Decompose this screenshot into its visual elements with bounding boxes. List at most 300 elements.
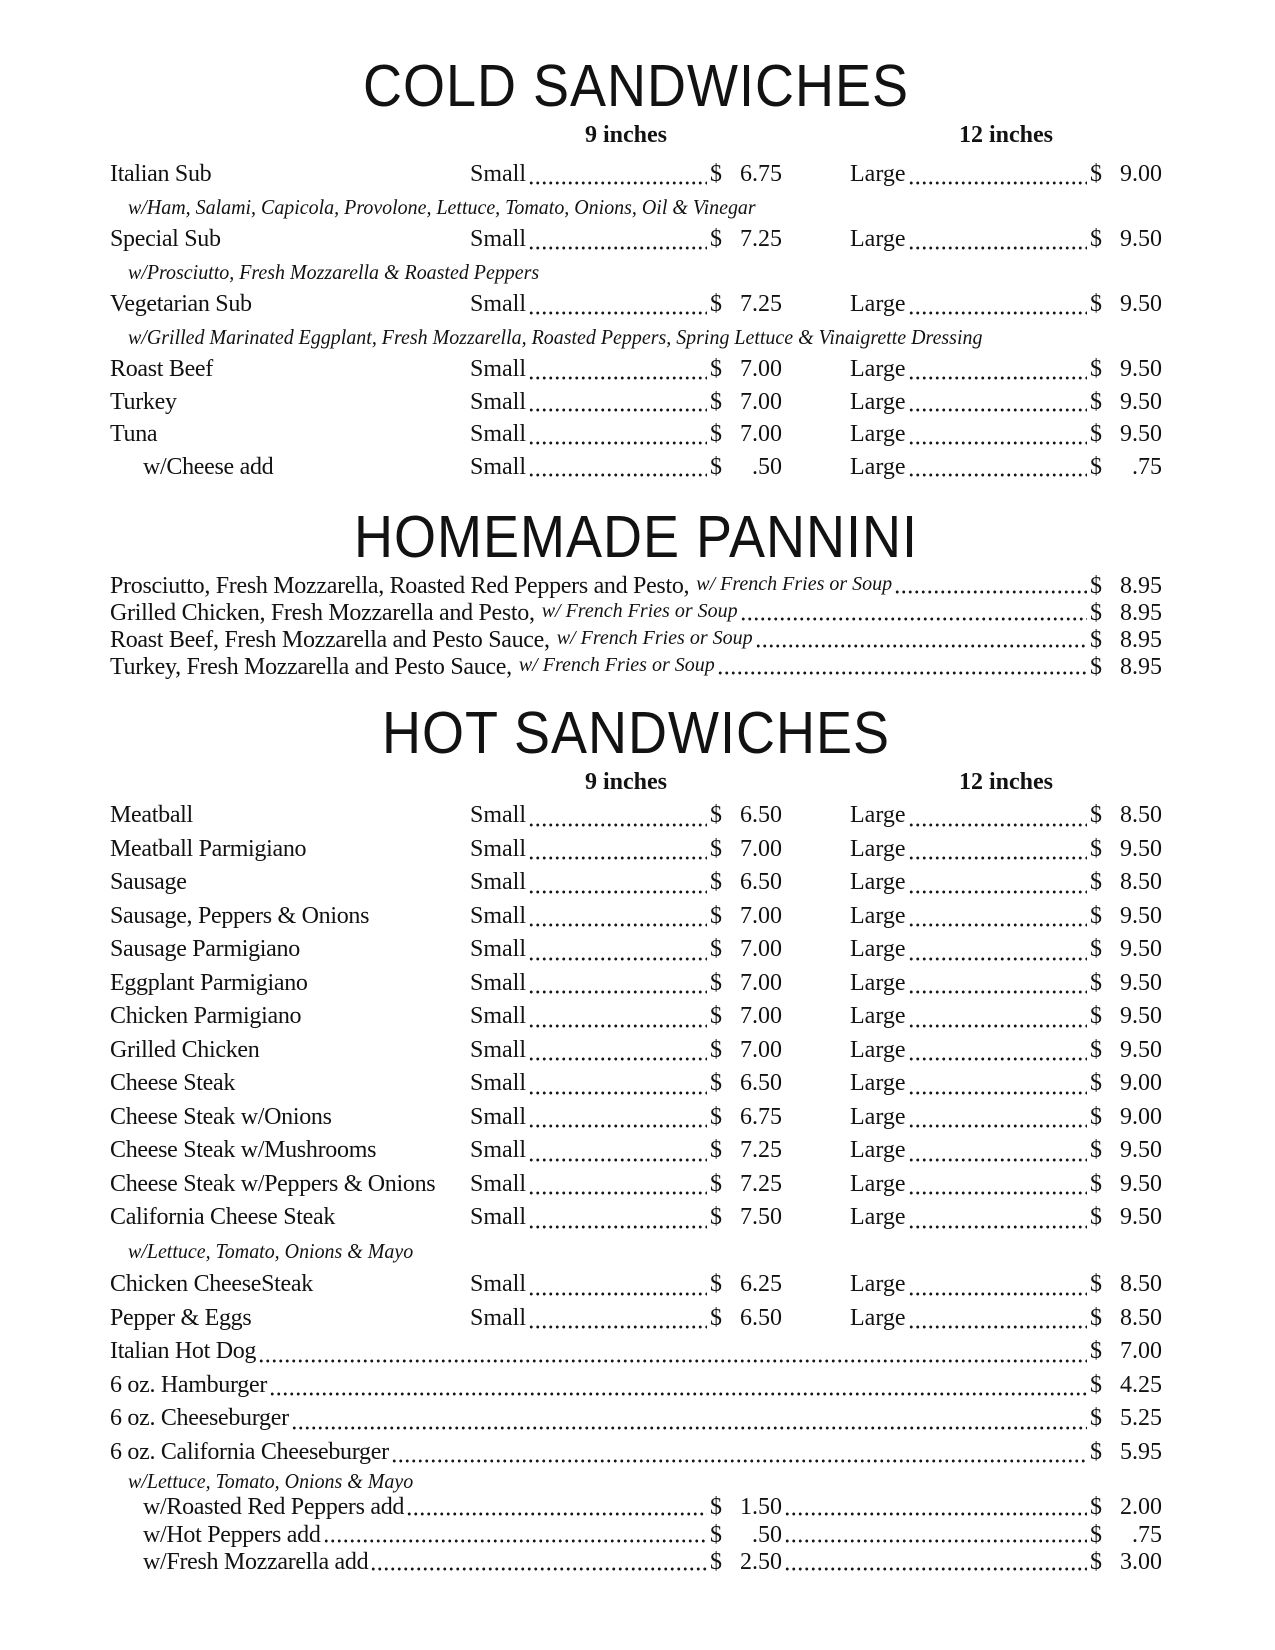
dot-leader xyxy=(528,833,707,867)
price-amount: 3.00 xyxy=(1120,1549,1162,1575)
menu-content xyxy=(110,0,1162,1577)
dot-leader xyxy=(908,1000,1087,1034)
dot-leader xyxy=(528,1067,707,1101)
price xyxy=(1090,600,1162,627)
item-description: w/Prosciutto, Fresh Mozzarella & Roasted Peppers xyxy=(128,259,540,284)
column-gap xyxy=(782,833,850,867)
price-amount: 7.25 xyxy=(740,291,782,317)
dot-leader xyxy=(908,967,1087,1001)
item-description-row xyxy=(110,321,1162,354)
dot-leader xyxy=(908,900,1087,934)
section-rows xyxy=(110,158,1162,483)
price-amount: 9.50 xyxy=(1120,421,1162,447)
menu-item-row xyxy=(110,1134,1162,1168)
price xyxy=(1090,654,1162,681)
price-amount: .75 xyxy=(1132,1521,1162,1548)
dot-leader xyxy=(269,1369,1087,1403)
price-amount: 4.25 xyxy=(1120,1371,1162,1398)
currency-symbol: $ xyxy=(710,835,722,862)
price-small xyxy=(710,386,782,419)
small-size-cell xyxy=(470,386,782,419)
price-small xyxy=(710,451,782,484)
item-name: w/Cheese add xyxy=(143,453,274,480)
price-amount: 6.25 xyxy=(740,1271,782,1297)
small-size-cell xyxy=(470,288,782,321)
addon-left-part xyxy=(110,1522,782,1550)
item-name-note: w/ French Fries or Soup xyxy=(518,654,715,676)
price-amount: 1.50 xyxy=(740,1494,782,1520)
price-amount: 9.00 xyxy=(1120,1103,1162,1130)
price-amount: 9.50 xyxy=(1120,291,1162,317)
small-size-cell xyxy=(470,451,782,484)
item-name: Turkey xyxy=(110,388,177,415)
size-label-large: Large xyxy=(850,1103,906,1130)
price-amount: 8.50 xyxy=(1120,802,1162,828)
price-amount: 6.75 xyxy=(740,161,782,187)
column-gap xyxy=(782,288,850,321)
currency-symbol: $ xyxy=(710,1494,722,1520)
large-size-cell xyxy=(850,833,1162,867)
size-label-small: Small xyxy=(470,161,527,187)
price-amount: 7.00 xyxy=(740,835,782,862)
price-amount: 6.50 xyxy=(740,802,782,828)
price-amount: 9.50 xyxy=(1120,1170,1162,1197)
currency-symbol: $ xyxy=(710,1521,722,1548)
price-small xyxy=(710,1134,782,1168)
currency-symbol: $ xyxy=(1090,291,1102,317)
price-amount: 6.75 xyxy=(740,1103,782,1130)
price-amount: 7.00 xyxy=(740,1036,782,1063)
price-amount: 7.25 xyxy=(740,1137,782,1163)
menu-item-row xyxy=(110,158,1162,191)
currency-symbol: $ xyxy=(710,226,722,252)
dot-leader xyxy=(908,1268,1087,1302)
section-title: COLD SANDWICHES xyxy=(362,53,910,120)
currency-symbol: $ xyxy=(710,421,722,447)
price-amount: 8.50 xyxy=(1120,1304,1162,1331)
column-header-12-inches: 12 inches xyxy=(958,122,1053,148)
column-gap xyxy=(782,1101,850,1135)
currency-symbol: $ xyxy=(1090,654,1102,680)
price-large xyxy=(1090,451,1162,484)
price-small xyxy=(710,1034,782,1068)
dot-leader xyxy=(528,1168,707,1202)
small-size-cell xyxy=(470,1134,782,1168)
size-column-headers xyxy=(110,118,1162,152)
dot-leader xyxy=(528,1201,707,1235)
dot-leader xyxy=(784,1522,1087,1550)
section-rows xyxy=(110,573,1162,681)
price-large xyxy=(1090,1494,1162,1522)
dot-leader xyxy=(528,1000,707,1034)
size-label-large: Large xyxy=(850,388,906,415)
item-name: 6 oz. California Cheeseburger xyxy=(110,1438,389,1465)
price xyxy=(1090,1335,1162,1369)
menu-item-row xyxy=(110,1302,1162,1336)
column-header-9-inches: 9 inches xyxy=(584,769,667,795)
size-column-headers xyxy=(110,765,1162,799)
price-amount: .50 xyxy=(752,1521,782,1548)
size-label-large: Large xyxy=(850,1003,906,1029)
item-name: Italian Hot Dog xyxy=(110,1338,257,1364)
size-label-small: Small xyxy=(470,1204,527,1230)
price-amount: 7.25 xyxy=(740,1170,782,1197)
dot-leader xyxy=(528,1268,707,1302)
small-size-cell xyxy=(470,866,782,900)
item-name: Italian Sub xyxy=(110,161,212,187)
size-label-large: Large xyxy=(850,969,906,996)
currency-symbol: $ xyxy=(710,291,722,317)
currency-symbol: $ xyxy=(1090,1549,1102,1575)
dot-leader xyxy=(894,573,1087,600)
item-name: Cheese Steak w/Mushrooms xyxy=(110,1137,377,1163)
column-gap xyxy=(782,933,850,967)
dot-leader xyxy=(258,1335,1087,1369)
price-large xyxy=(1090,386,1162,419)
small-size-cell xyxy=(470,967,782,1001)
size-label-small: Small xyxy=(470,1170,527,1197)
large-size-cell xyxy=(850,418,1162,451)
currency-symbol: $ xyxy=(1090,1371,1102,1398)
menu-item-row xyxy=(110,1101,1162,1135)
dot-leader xyxy=(528,386,707,419)
small-size-cell xyxy=(470,833,782,867)
currency-symbol: $ xyxy=(1090,1521,1102,1548)
addon-left-part xyxy=(110,1549,782,1577)
price-large xyxy=(1090,1302,1162,1336)
menu-item-row xyxy=(110,627,1162,654)
large-size-cell xyxy=(850,1201,1162,1235)
column-gap xyxy=(782,967,850,1001)
currency-symbol: $ xyxy=(1090,969,1102,996)
price-amount: .50 xyxy=(752,453,782,480)
price xyxy=(1090,1369,1162,1403)
menu-item-row xyxy=(110,1268,1162,1302)
small-size-cell xyxy=(470,1302,782,1336)
dot-leader xyxy=(755,627,1087,654)
size-label-small: Small xyxy=(470,291,527,317)
item-description-row xyxy=(110,1469,1162,1494)
large-size-cell xyxy=(850,1000,1162,1034)
price-large xyxy=(1090,1034,1162,1068)
item-name: Eggplant Parmigiano xyxy=(110,969,308,996)
item-name: Vegetarian Sub xyxy=(110,291,252,317)
price xyxy=(1090,1402,1162,1436)
currency-symbol: $ xyxy=(1090,453,1102,480)
menu-item-row xyxy=(110,866,1162,900)
currency-symbol: $ xyxy=(1090,1405,1102,1431)
size-label-small: Small xyxy=(470,1271,527,1297)
price-large xyxy=(1090,418,1162,451)
dot-leader xyxy=(908,866,1087,900)
item-name: Cheese Steak xyxy=(110,1070,236,1096)
size-label-large: Large xyxy=(850,421,906,447)
column-gap xyxy=(782,353,850,386)
large-size-cell xyxy=(850,1168,1162,1202)
price-amount: 7.00 xyxy=(1120,1338,1162,1364)
column-gap xyxy=(782,1034,850,1068)
size-label-small: Small xyxy=(470,388,527,415)
size-label-large: Large xyxy=(850,291,906,317)
currency-symbol: $ xyxy=(1090,161,1102,187)
large-size-cell xyxy=(850,158,1162,191)
currency-symbol: $ xyxy=(1090,869,1102,895)
price-amount: 9.50 xyxy=(1120,1137,1162,1163)
addon-left-part xyxy=(110,1494,782,1522)
item-description-row xyxy=(110,1235,1162,1269)
menu-item-row xyxy=(110,1201,1162,1235)
dot-leader xyxy=(323,1522,707,1550)
dot-leader xyxy=(908,1302,1087,1336)
large-size-cell xyxy=(850,1302,1162,1336)
size-label-small: Small xyxy=(470,226,527,252)
dot-leader xyxy=(908,223,1087,256)
price-large xyxy=(1090,833,1162,867)
price-amount: 8.95 xyxy=(1120,600,1162,626)
dot-leader xyxy=(908,933,1087,967)
dot-leader xyxy=(528,933,707,967)
price-amount: 2.00 xyxy=(1120,1494,1162,1520)
dot-leader xyxy=(784,1549,1087,1577)
dot-leader xyxy=(908,158,1087,191)
currency-symbol: $ xyxy=(1090,573,1102,599)
price-amount: 9.50 xyxy=(1120,388,1162,415)
dot-leader xyxy=(908,1101,1087,1135)
column-gap xyxy=(782,1000,850,1034)
price-large xyxy=(1090,1522,1162,1550)
menu-item-row xyxy=(110,1369,1162,1403)
price-amount: 7.00 xyxy=(740,388,782,415)
price-large xyxy=(1090,967,1162,1001)
dot-leader xyxy=(908,386,1087,419)
price-amount: 9.00 xyxy=(1120,161,1162,187)
large-size-cell xyxy=(850,866,1162,900)
size-label-large: Large xyxy=(850,226,906,252)
price-amount: 7.00 xyxy=(740,1003,782,1029)
price-small xyxy=(710,1302,782,1336)
currency-symbol: $ xyxy=(1090,1494,1102,1520)
menu-item-row xyxy=(110,967,1162,1001)
price-small xyxy=(710,1000,782,1034)
price-amount: 7.25 xyxy=(740,226,782,252)
column-gap xyxy=(782,1201,850,1235)
price-large xyxy=(1090,1168,1162,1202)
dot-leader xyxy=(370,1549,707,1577)
price-small xyxy=(710,1549,782,1577)
item-name: Sausage Parmigiano xyxy=(110,936,300,962)
size-label-large: Large xyxy=(850,453,906,480)
currency-symbol: $ xyxy=(710,453,722,480)
size-label-large: Large xyxy=(850,835,906,862)
currency-symbol: $ xyxy=(710,1003,722,1029)
item-name: Prosciutto, Fresh Mozzarella, Roasted Red Peppers and Pesto, xyxy=(110,573,690,599)
price-large xyxy=(1090,353,1162,386)
small-size-cell xyxy=(470,223,782,256)
large-size-cell xyxy=(850,1268,1162,1302)
size-label-large: Large xyxy=(850,902,906,929)
dot-leader xyxy=(528,1134,707,1168)
dot-leader xyxy=(908,1201,1087,1235)
large-size-cell xyxy=(850,900,1162,934)
currency-symbol: $ xyxy=(1090,1304,1102,1331)
size-label-large: Large xyxy=(850,356,906,382)
dot-leader xyxy=(908,1134,1087,1168)
price-small xyxy=(710,353,782,386)
menu-item-row xyxy=(110,223,1162,256)
menu-item-row xyxy=(110,1335,1162,1369)
item-name: Pepper & Eggs xyxy=(110,1304,252,1331)
price-large xyxy=(1090,933,1162,967)
price-large xyxy=(1090,1201,1162,1235)
size-label-large: Large xyxy=(850,1070,906,1096)
item-name: Grilled Chicken xyxy=(110,1036,260,1063)
size-label-large: Large xyxy=(850,1170,906,1197)
item-name: Sausage, Peppers & Onions xyxy=(110,902,370,929)
dot-leader xyxy=(291,1402,1087,1436)
size-label-small: Small xyxy=(470,802,527,828)
item-name-note: w/ French Fries or Soup xyxy=(696,573,893,595)
item-name: w/Roasted Red Peppers add xyxy=(143,1494,405,1520)
currency-symbol: $ xyxy=(710,1170,722,1197)
size-label-large: Large xyxy=(850,1036,906,1063)
column-gap xyxy=(782,1134,850,1168)
item-description: w/Lettuce, Tomato, Onions & Mayo xyxy=(128,1238,414,1263)
price-amount: 9.50 xyxy=(1120,1036,1162,1063)
currency-symbol: $ xyxy=(710,161,722,187)
menu-item-row xyxy=(110,418,1162,451)
price-amount: 9.00 xyxy=(1120,1070,1162,1096)
menu-item-row xyxy=(110,353,1162,386)
dot-leader xyxy=(528,223,707,256)
size-label-large: Large xyxy=(850,1304,906,1331)
column-gap xyxy=(782,799,850,833)
large-size-cell xyxy=(850,1101,1162,1135)
menu-item-row xyxy=(110,799,1162,833)
price-large xyxy=(1090,1134,1162,1168)
size-label-small: Small xyxy=(470,969,527,996)
section-rows xyxy=(110,799,1162,1577)
menu-item-row xyxy=(110,1000,1162,1034)
item-description: w/Lettuce, Tomato, Onions & Mayo xyxy=(128,1469,414,1493)
price-small xyxy=(710,1268,782,1302)
price-amount: 2.50 xyxy=(740,1549,782,1575)
currency-symbol: $ xyxy=(1090,1103,1102,1130)
small-size-cell xyxy=(470,933,782,967)
size-label-small: Small xyxy=(470,1137,527,1163)
item-name: Roast Beef xyxy=(110,356,213,382)
currency-symbol: $ xyxy=(710,1137,722,1163)
item-name: Chicken Parmigiano xyxy=(110,1003,302,1029)
price-small xyxy=(710,223,782,256)
price-small xyxy=(710,1494,782,1522)
column-gap xyxy=(782,451,850,484)
price-large xyxy=(1090,799,1162,833)
dot-leader xyxy=(528,1302,707,1336)
item-name: w/Hot Peppers add xyxy=(143,1521,321,1548)
dot-leader xyxy=(528,1034,707,1068)
price-amount: 6.50 xyxy=(740,1304,782,1331)
currency-symbol: $ xyxy=(710,1304,722,1331)
price-large xyxy=(1090,1067,1162,1101)
large-size-cell xyxy=(850,386,1162,419)
dot-leader xyxy=(528,451,707,484)
currency-symbol: $ xyxy=(710,1070,722,1096)
size-label-small: Small xyxy=(470,1103,527,1130)
currency-symbol: $ xyxy=(1090,356,1102,382)
item-name: Chicken CheeseSteak xyxy=(110,1271,313,1297)
dot-leader xyxy=(908,451,1087,484)
menu-item-row xyxy=(110,386,1162,419)
dot-leader xyxy=(908,1168,1087,1202)
price-large xyxy=(1090,158,1162,191)
size-label-small: Small xyxy=(470,835,527,862)
size-label-small: Small xyxy=(470,1070,527,1096)
small-size-cell xyxy=(470,158,782,191)
section-title: HOMEMADE PANNINI xyxy=(353,504,919,571)
item-name: California Cheese Steak xyxy=(110,1204,336,1230)
price-amount: 8.50 xyxy=(1120,1271,1162,1297)
size-label-small: Small xyxy=(470,936,527,962)
dot-leader xyxy=(908,353,1087,386)
menu-section-cold-sandwiches xyxy=(110,53,1162,483)
dot-leader xyxy=(528,900,707,934)
currency-symbol: $ xyxy=(710,902,722,929)
currency-symbol: $ xyxy=(1090,902,1102,929)
large-size-cell xyxy=(850,1034,1162,1068)
currency-symbol: $ xyxy=(1090,1204,1102,1230)
currency-symbol: $ xyxy=(1090,1170,1102,1197)
menu-item-row xyxy=(110,1034,1162,1068)
price-large xyxy=(1090,1549,1162,1577)
item-name: Meatball Parmigiano xyxy=(110,835,307,862)
size-label-small: Small xyxy=(470,421,527,447)
price-small xyxy=(710,158,782,191)
price-amount: 7.50 xyxy=(740,1204,782,1230)
currency-symbol: $ xyxy=(710,1271,722,1297)
menu-item-row xyxy=(110,900,1162,934)
item-name: Turkey, Fresh Mozzarella and Pesto Sauce, xyxy=(110,654,512,680)
column-gap xyxy=(782,158,850,191)
price-small xyxy=(710,1522,782,1550)
price-small xyxy=(710,967,782,1001)
price-amount: 8.50 xyxy=(1120,869,1162,895)
dot-leader xyxy=(391,1436,1087,1470)
currency-symbol: $ xyxy=(1090,802,1102,828)
column-gap xyxy=(782,386,850,419)
menu-item-row xyxy=(110,288,1162,321)
column-gap xyxy=(782,866,850,900)
small-size-cell xyxy=(470,353,782,386)
price-large xyxy=(1090,1268,1162,1302)
size-label-small: Small xyxy=(470,1036,527,1063)
item-name: 6 oz. Hamburger xyxy=(110,1371,268,1398)
item-name: Cheese Steak w/Peppers & Onions xyxy=(110,1170,436,1197)
item-description-row xyxy=(110,256,1162,289)
currency-symbol: $ xyxy=(1090,1137,1102,1163)
menu-item-row xyxy=(110,1067,1162,1101)
price-amount: .75 xyxy=(1132,453,1162,480)
menu-item-row xyxy=(110,833,1162,867)
price-amount: 5.95 xyxy=(1120,1438,1162,1465)
price-large xyxy=(1090,223,1162,256)
column-gap xyxy=(782,223,850,256)
currency-symbol: $ xyxy=(710,1103,722,1130)
currency-symbol: $ xyxy=(710,356,722,382)
addon-row xyxy=(110,1494,1162,1522)
dot-leader xyxy=(528,353,707,386)
price-amount: 8.95 xyxy=(1120,627,1162,653)
price-amount: 7.00 xyxy=(740,936,782,962)
